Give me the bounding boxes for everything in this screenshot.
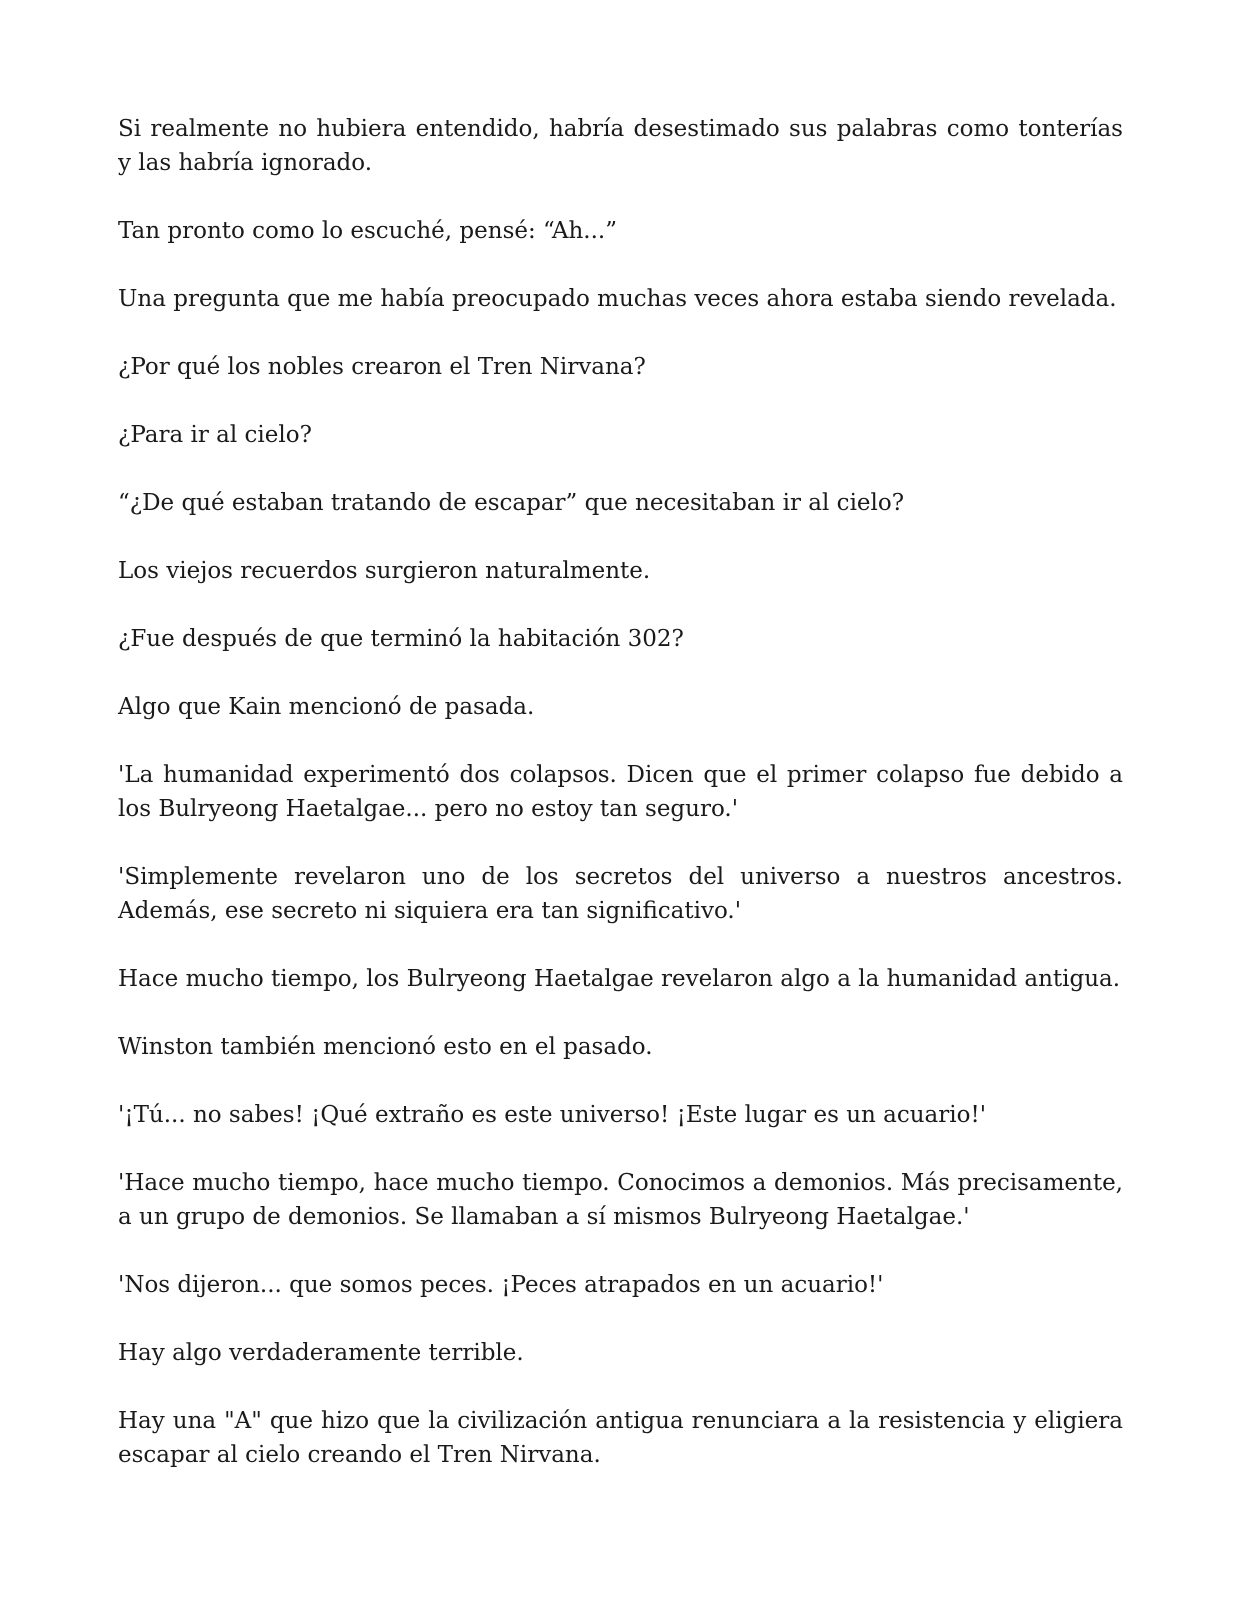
paragraph-15: 'Hace mucho tiempo, hace mucho tiempo. Conocimos a demonios. Más precisamente, a un grupo de demonios. Se llamaban a sí mismos Bulryeong Haetalgae.': [118, 1170, 1123, 1230]
paragraph-3: Una pregunta que me había preocupado muchas veces ahora estaba siendo revelada.: [118, 286, 1117, 312]
paragraph-18: Hay una "A" que hizo que la civilización antigua renunciara a la resistencia y eligiera escapar al cielo creando el Tren Nirvana.: [118, 1408, 1123, 1468]
paragraph-4: ¿Por qué los nobles crearon el Tren Nirvana?: [118, 354, 646, 380]
paragraph-9: Algo que Kain mencionó de pasada.: [118, 694, 535, 720]
paragraph-5: ¿Para ir al cielo?: [118, 422, 312, 448]
paragraph-2: Tan pronto como lo escuché, pensé: “Ah...”: [118, 218, 617, 244]
paragraph-6: “¿De qué estaban tratando de escapar” que necesitaban ir al cielo?: [118, 490, 905, 516]
paragraph-10: 'La humanidad experimentó dos colapsos. Dicen que el primer colapso fue debido a los Bulryeong Haetalgae... pero no estoy tan seguro.': [118, 762, 1123, 822]
paragraph-7: Los viejos recuerdos surgieron naturalmente.: [118, 558, 651, 584]
paragraph-11: 'Simplemente revelaron uno de los secretos del universo a nuestros ancestros. Además, ese secreto ni siquiera era tan significativo.': [118, 864, 1123, 924]
paragraph-14: '¡Tú... no sabes! ¡Qué extraño es este universo! ¡Este lugar es un acuario!': [118, 1102, 987, 1128]
paragraph-8: ¿Fue después de que terminó la habitación 302?: [118, 626, 684, 652]
paragraph-17: Hay algo verdaderamente terrible.: [118, 1340, 524, 1366]
document-page: [118, 112, 1123, 1506]
paragraph-1: Si realmente no hubiera entendido, habría desestimado sus palabras como tonterías y las habría ignorado.: [118, 116, 1123, 176]
paragraph-13: Winston también mencionó esto en el pasado.: [118, 1034, 653, 1060]
paragraph-16: 'Nos dijeron... que somos peces. ¡Peces atrapados en un acuario!': [118, 1272, 884, 1298]
paragraph-12: Hace mucho tiempo, los Bulryeong Haetalgae revelaron algo a la humanidad antigua.: [118, 966, 1121, 992]
